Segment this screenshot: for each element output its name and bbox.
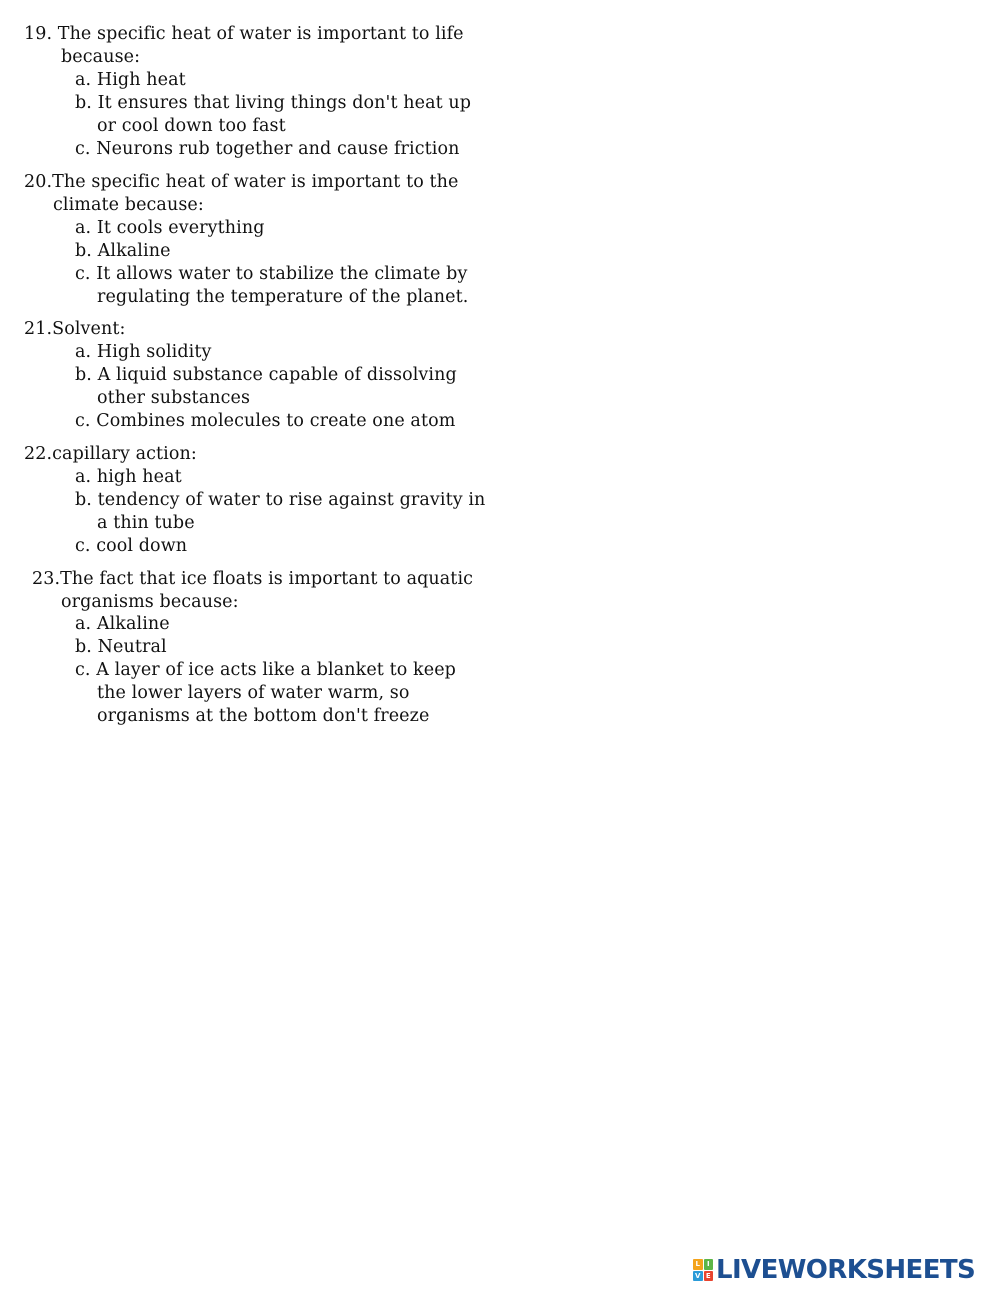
question-22-option-c: c. cool down — [75, 536, 188, 556]
question-20-stem-line-2: climate because: — [53, 195, 204, 215]
question-19-stem-line-1: 19. The specific heat of water is important to life — [24, 24, 464, 44]
question-23-option-c-line-3: organisms at the bottom don't freeze — [97, 706, 430, 726]
question-21-option-a: a. High solidity — [75, 342, 212, 362]
question-20-option-b: b. Alkaline — [75, 241, 171, 261]
question-20-stem-line-1: 20.The specific heat of water is important to the — [24, 172, 459, 192]
question-19-option-b: b. It ensures that living things don't heat up — [75, 93, 472, 113]
question-22-option-b: b. tendency of water to rise against gravity in — [75, 490, 486, 510]
question-20-option-c: c. It allows water to stabilize the climate by — [75, 264, 468, 284]
question-23-stem-line-2: organisms because: — [61, 592, 239, 612]
question-21-option-b-line-2: other substances — [97, 388, 251, 408]
question-19-option-a: a. High heat — [75, 70, 186, 90]
logo-mark-tile-e: E — [704, 1271, 714, 1282]
question-23-stem-line-1: 23.The fact that ice floats is important to aquatic — [32, 569, 474, 589]
question-22-option-b-line-2: a thin tube — [97, 513, 195, 533]
question-23-option-b: b. Neutral — [75, 637, 167, 657]
question-21-stem: 21.Solvent: — [24, 319, 126, 339]
question-21-option-b: b. A liquid substance capable of dissolving — [75, 365, 457, 385]
question-23-option-c: c. A layer of ice acts like a blanket to keep — [75, 660, 456, 680]
question-21-option-c: c. Combines molecules to create one atom — [75, 411, 456, 431]
question-20-option-c-line-2: regulating the temperature of the planet. — [97, 287, 469, 307]
question-22-stem: 22.capillary action: — [24, 444, 197, 464]
question-19-stem-line-2: because: — [61, 47, 141, 67]
logo-mark-tile-l: L — [693, 1259, 703, 1270]
question-19-option-c: c. Neurons rub together and cause friction — [75, 139, 460, 159]
question-22-option-a: a. high heat — [75, 467, 182, 487]
logo-mark-tile-v: V — [693, 1271, 703, 1282]
question-23-option-c-line-2: the lower layers of water warm, so — [97, 683, 410, 703]
question-20-option-a: a. It cools everything — [75, 218, 265, 238]
logo-mark-tile-i: I — [704, 1259, 714, 1270]
liveworksheets-logo-mark-icon — [693, 1259, 713, 1281]
question-19-option-b-line-2: or cool down too fast — [97, 116, 286, 136]
liveworksheets-logo[interactable] — [693, 1256, 975, 1284]
question-23-option-a: a. Alkaline — [75, 614, 170, 634]
liveworksheets-logo-text: LIVEWORKSHEETS — [716, 1255, 976, 1285]
